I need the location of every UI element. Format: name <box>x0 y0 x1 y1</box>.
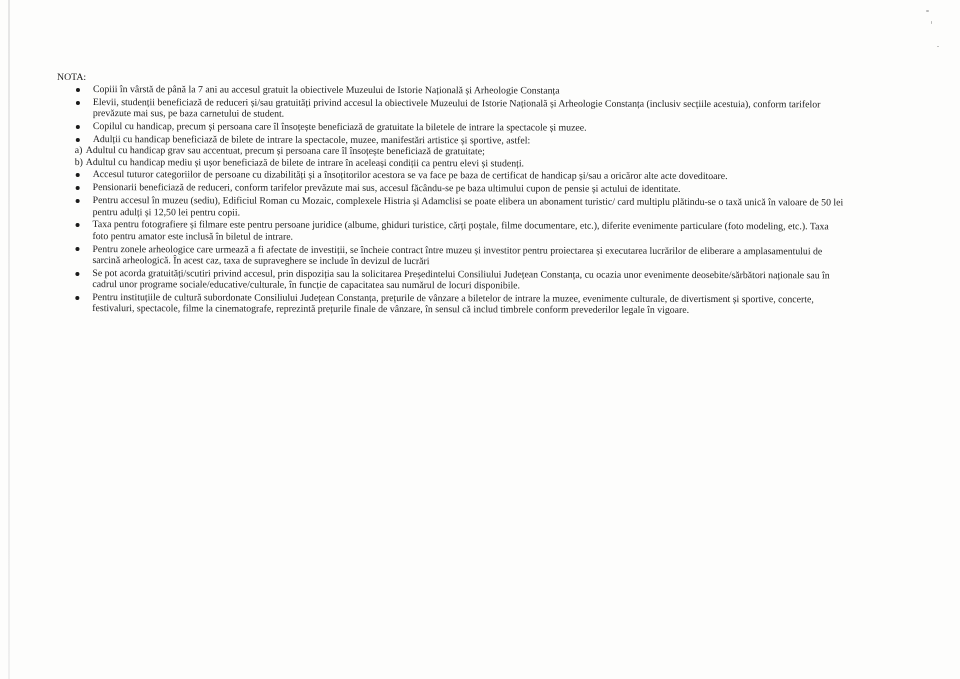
note-item <box>73 292 843 317</box>
bullet-icon <box>76 138 80 142</box>
note-text: Se pot acorda gratuități/scutiri privind accesul, prin dispoziția sau la solicitarea Președintelui Consiliului Județean Constanța, cu ocazia unor evenimente deosebite/sărbători naționale sau în cadrul unor programe sociale/educative/culturale, în funcție de capacitatea sau numărul de locuri disponibile. <box>92 267 830 292</box>
note-item <box>73 244 843 269</box>
subitem-text: Adultul cu handicap grav sau accentuat, precum și persoana care îl însoțește beneficiază de gratuitate; <box>85 145 485 158</box>
note-item <box>73 268 843 293</box>
note-item <box>74 169 844 183</box>
subitem-marker: a) <box>74 145 83 157</box>
bullet-icon <box>76 101 80 105</box>
bullet-icon <box>76 173 80 177</box>
note-item <box>74 219 844 244</box>
note-text: Pentru zonele arheologice care urmează a fi afectate de investiții, se încheie contract între muzeu și investitor pentru proiectarea și executarea lucrărilor de eliberare a amplasamentului de sarcină arheologică. În acest caz, taxa de supraveghere se include în devizul de lucrări <box>92 243 823 268</box>
note-item <box>74 84 844 98</box>
note-text: Pensionarii beneficiază de reduceri, conform tarifelor prevăzute mai sus, accesul făcându-se pe baza ultimului cupon de pensie și actului de identitate. <box>92 182 681 196</box>
bullet-icon <box>76 88 80 92</box>
note-sublist <box>74 145 844 170</box>
note-item <box>74 195 844 220</box>
subitem-marker: b) <box>74 156 83 168</box>
notes-list <box>73 84 844 319</box>
note-text: Elevii, studenții beneficiază de reduceri și/sau gratuități privind accesul la obiectivele Muzeului de Istorie Națională și Arheologie Constanța (inclusiv secțiile acestuia), conform tarifelor prevăzute mai sus, pe baza carnetului de student. <box>92 96 821 120</box>
bullet-icon <box>75 247 79 251</box>
note-text: Copilul cu handicap, precum și persoana care îl însoțește beneficiază de gratuitate la biletele de intrare la spectacole și muzee. <box>92 121 587 134</box>
note-text: Pentru instituțiile de cultură subordonate Consiliului Județean Constanța, prețurile de vânzare a biletelor de intrare la muzee, evenimente culturale, de divertisment și sportive, concerte, festivaluri, spectacole, filme la cinematografe, reprezintă prețurile finale de vânzare, în sensul că includ timbrele conform prevederilor legale în vigoare. <box>92 292 814 317</box>
scan-speck <box>931 21 932 24</box>
bullet-icon <box>75 272 79 276</box>
note-text: Adulții cu handicap beneficiază de bilete de intrare la spectacole, muzee, manifestări artistice și sportive, astfel: <box>92 134 531 147</box>
scan-page-edge <box>8 0 10 679</box>
note-item <box>74 121 844 135</box>
scan-speck <box>926 10 929 12</box>
note-text: Copiii în vârstă de până la 7 ani au accesul gratuit la obiectivele Muzeului de Istorie Națională și Arheologie Constanța <box>92 84 560 97</box>
note-item <box>74 134 844 170</box>
bullet-icon <box>76 199 80 203</box>
note-subitem <box>75 157 844 171</box>
bullet-icon <box>76 186 80 190</box>
scan-speck <box>937 46 939 47</box>
note-text: Accesul tuturor categoriilor de persoane cu dizabilități și a însoțitorilor acestora se va face pe baza de certificat de handicap și/sau a oricăror alte acte doveditoare. <box>92 169 728 183</box>
subitem-text: Adultul cu handicap mediu și ușor beneficiază de bilete de intrare în aceleași condiții ca pentru elevi și studenți. <box>85 156 525 169</box>
bullet-icon <box>75 296 79 300</box>
note-text: Pentru accesul în muzeu (sediu), Edificiul Roman cu Mozaic, complexele Histria și Adamclisi se poate elibera un abonament turistic/ card multiplu plătindu-se o taxă unică în valoare de 50 lei pentru adulți și 12,50 lei pentru copii. <box>92 195 844 219</box>
bullet-icon <box>76 125 80 129</box>
note-item <box>74 182 844 196</box>
bullet-icon <box>76 223 80 227</box>
note-item <box>74 97 844 122</box>
notes-heading: NOTA: <box>57 72 87 83</box>
note-text: Taxa pentru fotografiere și filmare este pentru persoane juridice (albume, ghiduri turistice, cărți poștale, filme documentare, etc.), diferite evenimente particulare (foto modeling, etc.). Taxa foto pentru amator este inclusă în biletul de intrare. <box>92 219 829 243</box>
